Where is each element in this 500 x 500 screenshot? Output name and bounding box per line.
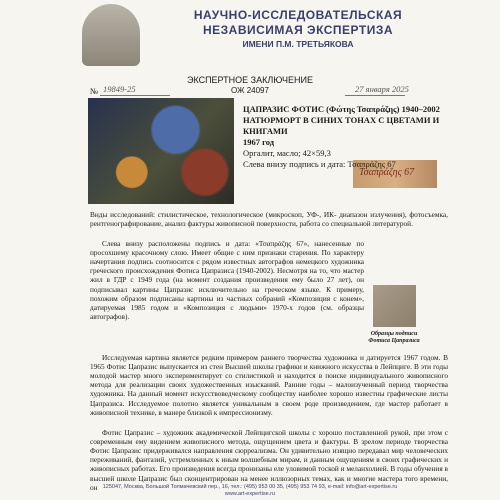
signature-detail-text: Τσαπράζης 67 — [359, 167, 415, 178]
date-underline — [345, 95, 405, 96]
footer-website[interactable]: www.art-expertise.ru — [224, 490, 276, 497]
signature-samples-caption: Образцы подписи Фотиса Цапразиса — [368, 331, 420, 345]
body-paragraph-1: Виды исследований: стилистическое, технологическое (микроскоп, УФ-, ИК- диапазон излучения), фотосъемка, рентгенографирование, анализ фактуры живописной поверхности, работа со специальной литературой. — [90, 210, 448, 229]
conclusion-date: 27 января 2025 — [355, 84, 409, 94]
institution-header — [148, 8, 448, 49]
header-line1: НАУЧНО-ИССЛЕДОВАТЕЛЬСКАЯ — [193, 8, 403, 22]
header-line2: НЕЗАВИСИМАЯ ЭКСПЕРТИЗА — [202, 23, 394, 37]
header-line3: ИМЕНИ П.М. ТРЕТЬЯКОВА — [242, 39, 354, 49]
body-paragraph-3: Исследуемая картина является редким примером раннего творчества художника и датируется 1967 годом. В 1965 Фотис Цапразис выпускается из стен Высшей школы графики и книжного искусства в Лейпциге. В эти годы молодой мастер много экспериментирует со стилистикой и находится в поиске индивидуального живописного метода для реализации своих художественных изысканий. Ранние годы – малоизученный период творчества художника. На данный момент искусствоведческому сообществу наиболее хорошо известны графические листы Цапразиса. Исследуемое полотно является уникальным в своем роде произведением, где мастер работает в живописной технике, в манере близкой к импрессионизму. — [90, 353, 448, 417]
conclusion-number: ОЖ 24097 — [231, 86, 269, 95]
reg-number: 19849-25 — [103, 84, 136, 94]
footer — [0, 484, 500, 497]
conclusion-title: ЭКСПЕРТНОЕ ЗАКЛЮЧЕНИЕ — [186, 75, 314, 85]
artwork-medium: Оргалит, масло; 42×59,3 — [243, 148, 331, 159]
body-paragraph-2: Слева внизу расположены подпись и дата: «Τσαπράζης 67», нанесенные по просохшему красочному слою. Имеет общие с ним признаки старения. По характеру начертания подпись соотносится с рядом известных автографов немецкого художника греческого происхождения Фотиса Цапразиса (1940-2002). Несмотря на то, что мастер жил в ГДР с 1949 года (на момент создания произведения ему было 27 лет), он подписывал картины Цапразис исключительно на греческом языке. К примеру, похожим образом подписаны картины из частных собраний «Композиция с конем», датируемая 1985 годом и «Композиция с людьми» 1970-х годов (см. образцы автографов). — [90, 239, 364, 321]
artwork-artist: ЦАПРАЗИС ФОТИС (Фώτης Τσαπράζης) 1940–2002 — [243, 104, 440, 114]
reg-label: № — [90, 86, 99, 96]
signature-samples-image — [373, 285, 416, 327]
artwork-title: НАТЮРМОРТ В СИНИХ ТОНАХ С ЦВЕТАМИ И КНИГАМИ — [243, 115, 440, 137]
body-paragraph-4: Фотис Цапразис – художник академической Лейпцигской школы с хорошо поставленной рукой, при этом с современным ему видением живописного метода, ощущением цвета и фактуры. В зрелом периоде творчества Фотис Цапразис придерживался направления сюрреализма. Он удивительно изящно передавал мир человеческих переживаний, фантазий, устремленных к иным волшебным мирам, и данным ощущениям в своих графических и живописных работах. Его произведения всегда пронизаны еле уловимой тоской и меланхолией. В годы обучения в высшей школе Цапразис был сконцентрирован на менее иллюзорных темах, как и многие мастера того времени, он — [90, 428, 448, 492]
founder-portrait — [82, 4, 140, 66]
reg-underline — [100, 95, 170, 96]
artwork-photo — [88, 98, 234, 204]
footer-address: 125047, Москва, Большой Толмачевский пер., 16, тел.: (495) 953 00 35, (495) 953 74 93, e-mail: info@art-expertise.ru — [102, 484, 398, 490]
artwork-year: 1967 год — [243, 137, 275, 148]
artwork-signature: Слева внизу подпись и дата: Τσαπράζης 67 — [243, 159, 396, 170]
artwork-info — [243, 104, 473, 170]
